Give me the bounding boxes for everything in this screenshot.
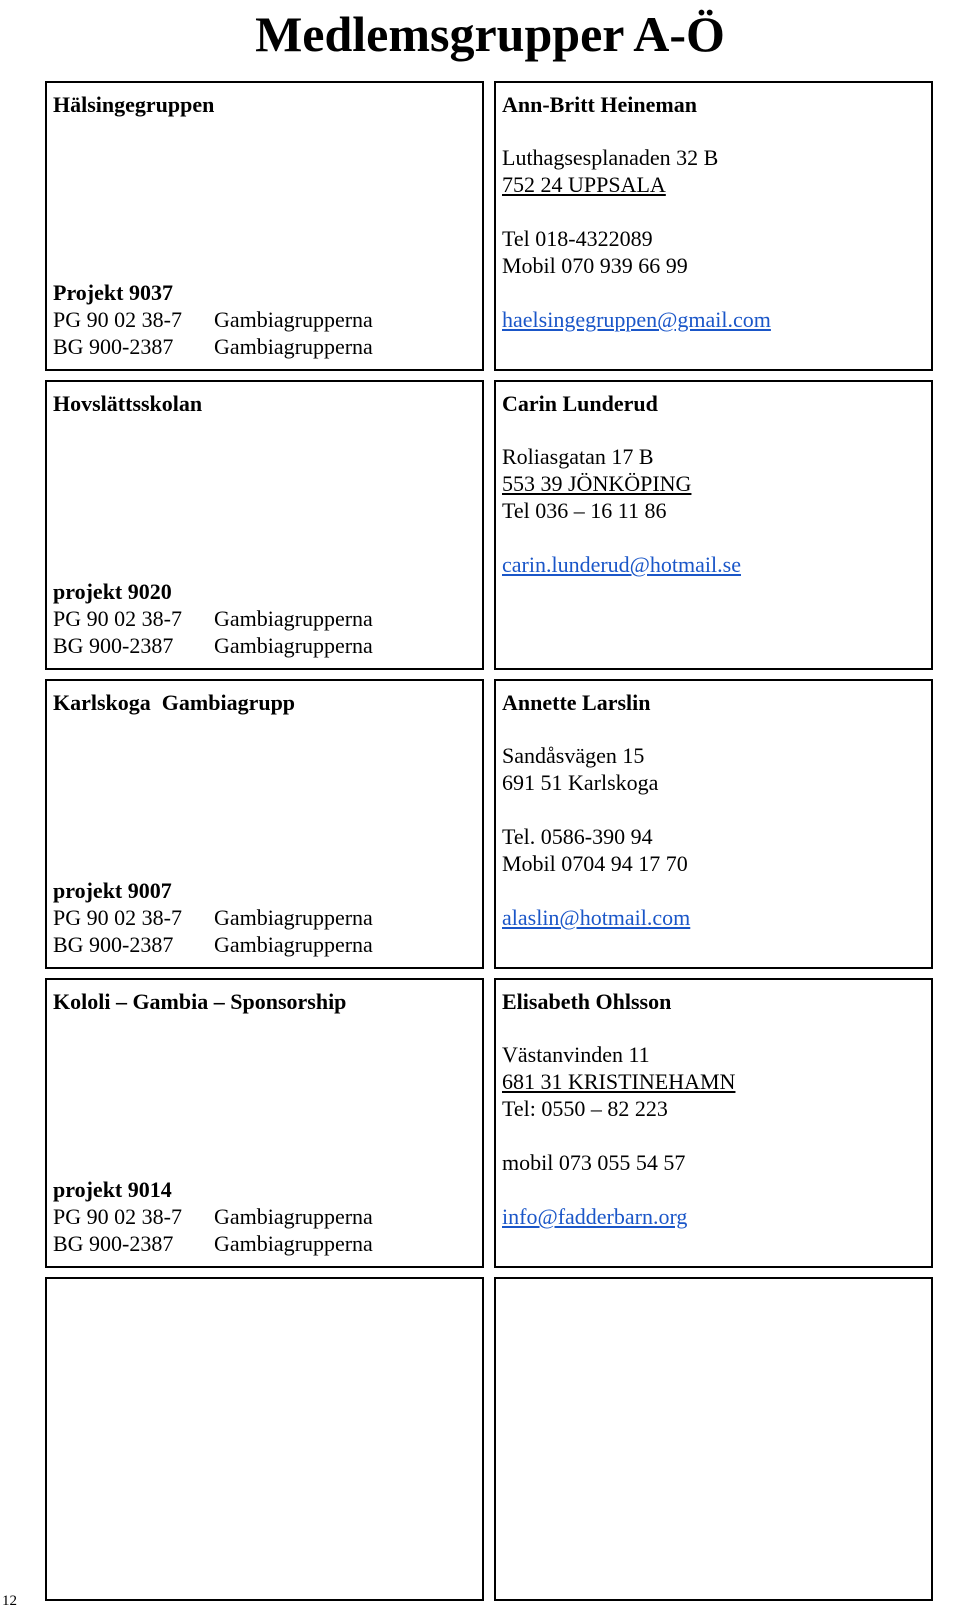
group-card [45,679,484,969]
pg-recipient: Gambiagrupperna [214,1204,373,1229]
empty-card [45,1277,484,1601]
group-name: Kololi – Gambia – Sponsorship [53,989,347,1014]
mobile: mobil 073 055 54 57 [502,1150,686,1175]
group-card [45,380,484,670]
contact-name: Ann-Britt Heineman [502,92,697,117]
mobile: Mobil 070 939 66 99 [502,253,688,278]
pg-recipient: Gambiagrupperna [214,606,373,631]
group-name: Hovslättsskolan [53,391,203,416]
postal-address: 752 24 UPPSALA [502,172,666,197]
email-link[interactable]: alaslin@hotmail.com [502,905,691,930]
bg-recipient: Gambiagrupperna [214,633,373,658]
postal-address: 691 51 Karlskoga [502,770,659,795]
project-number: projekt 9020 [53,579,172,604]
pg-recipient: Gambiagrupperna [214,307,373,332]
group-name: Karlskoga Gambiagrupp [53,690,296,715]
contact-name: Elisabeth Ohlsson [502,989,672,1014]
phone: Tel: 0550 – 82 223 [502,1096,668,1121]
contact-name: Carin Lunderud [502,391,658,416]
bg-recipient: Gambiagrupperna [214,932,373,957]
pg-account: PG 90 02 38-7 [53,606,182,631]
bg-recipient: Gambiagrupperna [214,334,373,359]
bg-account: BG 900-2387 [53,633,174,658]
contact-card [494,679,933,969]
contact-name: Annette Larslin [502,690,651,715]
contact-card [494,81,933,371]
street-address: Västanvinden 11 [502,1042,650,1067]
email-link[interactable]: carin.lunderud@hotmail.se [502,552,741,577]
street-address: Luthagsesplanaden 32 B [502,145,719,170]
group-card [45,81,484,371]
mobile: Mobil 0704 94 17 70 [502,851,688,876]
page-number: 12 [2,1593,17,1609]
phone: Tel 018-4322089 [502,226,653,251]
project-number: projekt 9014 [53,1177,172,1202]
postal-address: 553 39 JÖNKÖPING [502,471,692,496]
phone: Tel 036 – 16 11 86 [502,498,667,523]
contact-card [494,978,933,1268]
group-name: Hälsingegruppen [53,92,215,117]
street-address: Sandåsvägen 15 [502,743,645,768]
bg-account: BG 900-2387 [53,1231,174,1256]
bg-recipient: Gambiagrupperna [214,1231,373,1256]
page-title: Medlemsgrupper A-Ö [255,6,725,62]
project-number: Projekt 9037 [53,280,173,305]
street-address: Roliasgatan 17 B [502,444,654,469]
bg-account: BG 900-2387 [53,334,174,359]
empty-card [494,1277,933,1601]
pg-recipient: Gambiagrupperna [214,905,373,930]
bg-account: BG 900-2387 [53,932,174,957]
email-link[interactable]: info@fadderbarn.org [502,1204,688,1229]
pg-account: PG 90 02 38-7 [53,307,182,332]
email-link[interactable]: haelsingegruppen@gmail.com [502,307,771,332]
contact-card [494,380,933,670]
project-number: projekt 9007 [53,878,172,903]
pg-account: PG 90 02 38-7 [53,905,182,930]
pg-account: PG 90 02 38-7 [53,1204,182,1229]
group-card [45,978,484,1268]
postal-address: 681 31 KRISTINEHAMN [502,1069,736,1094]
phone: Tel. 0586-390 94 [502,824,653,849]
